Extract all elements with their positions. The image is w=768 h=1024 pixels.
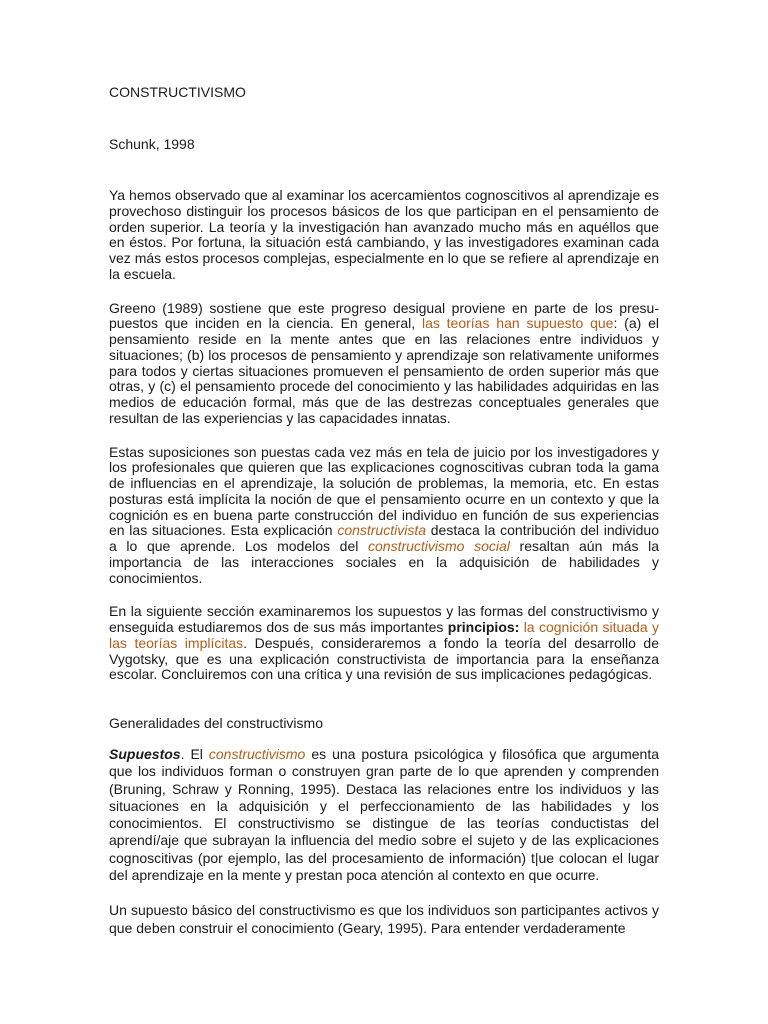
principios-bold: principios: [447, 619, 520, 635]
supuestos-lead: Supuestos [109, 746, 181, 762]
paragraph-3-text-a: Estas suposiciones son puestas cada vez más en tela de juicio por los investigadores y los profesionales que quieren que las explicaciones cognoscitivas cubran toda la gama de influencias en el aprendizaje, la solución de problemas, la memoria, etc. En estas posturas está implícita la noción de que el pensamiento ocurre en un contexto y que la cognición es en buena parte construcción del individuo en función de sus experiencias en las situaciones. Esta explicación [109, 443, 659, 539]
paragraph-4-text-b: . Después, consideraremos a fondo la teoría del desarrollo de Vygotsky, que es una explicación constructivista de importancia para la enseñanza escolar. Concluiremos con una crítica y una revisión de sus implicaciones pedagógicas. [109, 634, 660, 683]
constructivismo-link[interactable]: constructivismo [208, 746, 306, 762]
paragraph-2-text-b: : (a) el pensamiento reside en la mente antes que en las relaciones entre individuos y situaciones; (b) los procesos de pensamiento y aprendizaje son relativamente uniformes para todos y ciertas situaciones promueven el pensamiento de orden superior más que otras, y (c) el pensamiento procede del conocimiento y las habilidades adquiridas en las medios de educación formal, más que de las destrezas conceptuales generales que resultan de las experiencias y las capacidades innatas. [109, 315, 659, 426]
document-title: CONSTRUCTIVISMO [109, 84, 246, 100]
paragraph-3-text-b: destaca la contribución del individuo a lo que aprende. Los modelos del [109, 522, 660, 554]
paragraph-4 [109, 604, 659, 683]
document-page [109, 84, 659, 955]
paragraph-1: Ya hemos observado que al examinar los acercamientos cognoscitivos al aprendizaje es provechoso distinguir los procesos básicos de los que participan en el pensamiento de orden superior. La teoría y la investigación han avanzado mucho más en aquéllos que en éstos. Por fortuna, la situación está cambiando, y las investigadores examinan cada vez más estos procesos complejas, especialmente en lo que se refiere al aprendizaje en la escuela. [109, 187, 659, 282]
paragraph-2-text-a: Greeno (1989) sostiene que este progreso desigual proviene en parte de los presu-puestos que inciden en la ciencia. En general, [109, 299, 659, 332]
paragraph-4-text-a: En la siguiente sección examinaremos los supuestos y las formas del constructivismo y enseguida estudiaremos dos de sus más importantes [109, 603, 659, 635]
paragraph-5-text-a: . El [180, 746, 209, 762]
paragraph-5-text-b: es una postura psicológica y filosófica que argumenta que los individuos forman o construyen gran parte de lo que aprenden y comprenden (Bruning, Schraw y Ronning, 1995). Destaca las relaciones entre los individuos y las situaciones en la adquisición y el perfeccionamiento de las habilidades y los conocimientos. El constructivismo se distingue de las teorías conductistas del aprendí/aje que subrayan la influencia del medio sobre el sujeto y de las explicaciones cognoscitivas (por ejemplo, las del procesamiento de información) t|ue colocan el lugar del aprendizaje en la mente y prestan poca atención al contexto en que ocurre. [109, 746, 659, 884]
paragraph-2 [109, 301, 659, 427]
author-citation: Schunk, 1998 [109, 136, 195, 152]
paragraph-5 [109, 746, 659, 884]
paragraph-3-text-c: resaltan aún más la importancia de las interacciones sociales en la adquisición de habilidades y conocimientos. [109, 538, 659, 586]
constructivismo-social-link[interactable]: constructivismo social [368, 538, 510, 554]
paragraph-3 [109, 445, 659, 587]
section-title: Generalidades del constructivismo [109, 715, 323, 731]
theories-link[interactable]: las teorías han supuesto que [421, 315, 614, 332]
paragraph-6: Un supuesto básico del constructivismo es que los individuos son participantes activos y que deben construir el conocimiento (Geary, 1995). Para entender verdaderamente [109, 902, 659, 936]
cognicion-situada-link[interactable]: la cognición situada y las teorías implícitas [109, 619, 659, 651]
constructivista-link[interactable]: constructivista [337, 522, 427, 539]
